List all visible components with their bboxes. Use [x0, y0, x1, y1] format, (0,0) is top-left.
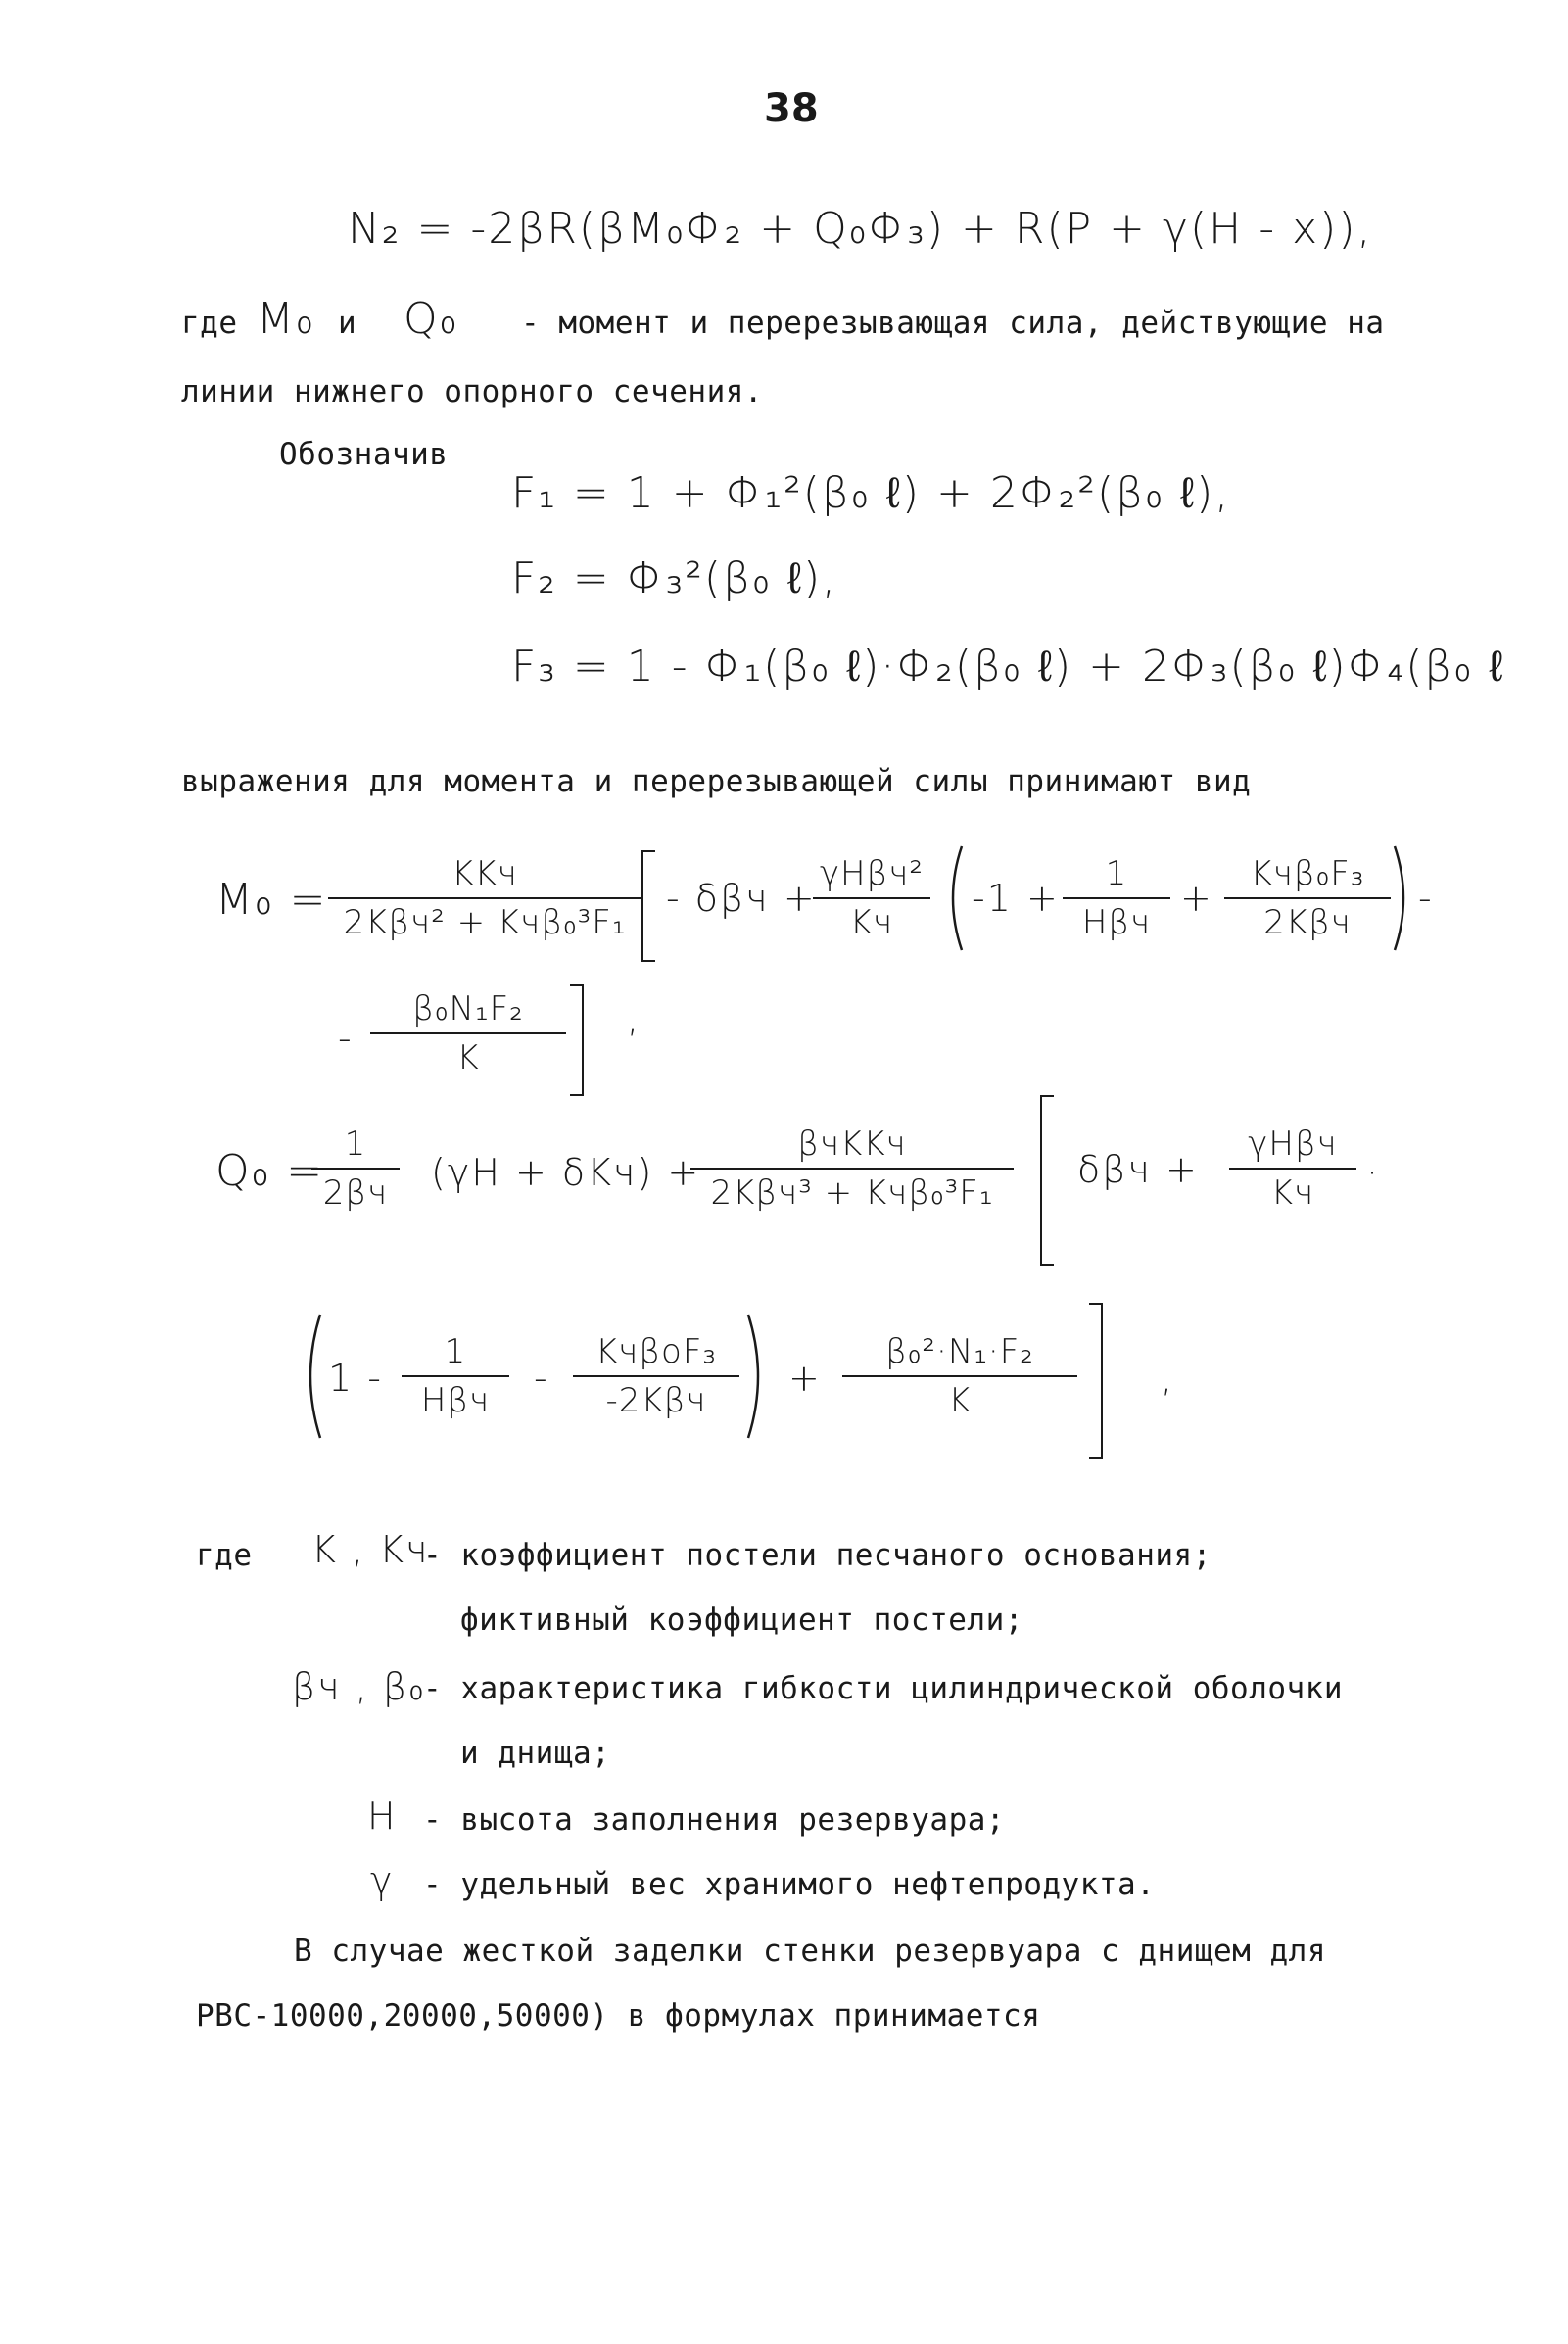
q0-f1-den: 2βч: [322, 1173, 389, 1213]
q0-f2-den: 2Kβч³ + Kчβ₀³F₁: [710, 1173, 994, 1213]
m0-f4-den: 2Kβч: [1263, 903, 1352, 942]
legend-beta-desc: - характеристика гибкости цилиндрической оболочки: [423, 1671, 1344, 1706]
q0-f2-num: βчKKч: [797, 1124, 907, 1164]
page-number: 38: [764, 86, 819, 131]
fraction-bar: [402, 1375, 509, 1377]
and-word: и: [338, 306, 357, 341]
legend-k-desc-cont: фиктивный коэффициент постели;: [460, 1603, 1023, 1638]
m0-close-paren: [1391, 844, 1414, 952]
m0-fraction-4: [1224, 854, 1391, 942]
fraction-bar: [1063, 897, 1170, 899]
m0-f3-num: 1: [1105, 854, 1128, 893]
q0-f6-num: β₀²·N₁·F₂: [885, 1332, 1034, 1371]
m0-fraction-5: [370, 989, 566, 1077]
m0-left-bracket: [641, 850, 655, 962]
legend-h-symbol: H: [367, 1794, 398, 1838]
m0-term-1: - δβч +: [666, 877, 817, 920]
q0-line2-one: 1 -: [328, 1357, 383, 1400]
where-label: где: [181, 306, 238, 341]
legend-gamma-symbol: γ: [370, 1859, 395, 1902]
m0-open-paren: [942, 844, 966, 952]
formula-f2: F₂ = Φ₃²(β₀ ℓ),: [511, 553, 838, 603]
m0-term-2: -1 +: [972, 877, 1060, 920]
denoting-label: Обозначив: [279, 437, 449, 472]
m0-term-4: -: [1418, 877, 1434, 920]
m0-f1-num: KKч: [451, 854, 518, 893]
m0-f2-num: γHβч²: [819, 854, 925, 893]
m0-q0-description-cont: линии нижнего опорного сечения.: [181, 374, 764, 409]
q0-f6-den: K: [948, 1381, 972, 1420]
legend-k-symbol: K , Kч: [311, 1528, 430, 1571]
q0-f3-den: Kч: [1270, 1173, 1315, 1213]
legend-k-desc: - коэффициент постели песчаного основания;: [423, 1538, 1212, 1573]
q0-fraction-5: [573, 1332, 739, 1420]
m0-f2-den: Kч: [849, 903, 894, 942]
m0-fraction-1: [328, 854, 641, 942]
m0-f3-den: Hβч: [1081, 903, 1152, 942]
q0-fraction-3: [1229, 1124, 1356, 1213]
formula-f3: F₃ = 1 - Φ₁(β₀ ℓ)·Φ₂(β₀ ℓ) + 2Φ₃(β₀ ℓ)Φ₄(β₀ ℓ: [511, 642, 1505, 692]
q0-left-bracket: [1040, 1095, 1054, 1266]
fraction-bar: [813, 897, 930, 899]
q0-f4-num: 1: [444, 1332, 467, 1371]
closing-line-1: В случае жесткой заделки стенки резервуара с днищем для: [294, 1934, 1326, 1969]
q0-dot: ·: [1366, 1151, 1381, 1194]
legend-beta-symbol: βч , β₀: [292, 1665, 426, 1708]
m0-f5-num: β₀N₁F₂: [412, 989, 524, 1028]
q0-close-paren: [744, 1313, 770, 1440]
q0-f5-num: KчβоF₃: [594, 1332, 718, 1371]
legend-where-label: где: [196, 1538, 253, 1573]
q0-fraction-4: [402, 1332, 509, 1420]
m0-fraction-3: [1063, 854, 1170, 942]
legend-beta-desc-cont: и днища;: [460, 1736, 611, 1771]
q0-f4-den: Hβч: [420, 1381, 491, 1420]
m0-fraction-2: [813, 854, 930, 942]
fraction-bar: [690, 1168, 1014, 1170]
q0-fraction-2: [690, 1124, 1014, 1213]
legend-gamma-desc: - удельный вес хранимого нефтепродукта.: [423, 1867, 1156, 1902]
q0-comma: ,: [1161, 1357, 1175, 1400]
q0-lhs: Q₀ =: [215, 1146, 325, 1196]
fraction-bar: [328, 897, 641, 899]
q0-term-1: (γH + δKч) +: [431, 1151, 701, 1194]
expressions-intro: выражения для момента и перерезывающей силы принимают вид: [181, 764, 1252, 799]
fraction-bar: [573, 1375, 739, 1377]
fraction-bar: [842, 1375, 1077, 1377]
symbol-q0: Q₀: [404, 294, 459, 344]
fraction-bar: [1224, 897, 1391, 899]
m0-q0-description: - момент и перерезывающая сила, действующие на: [521, 306, 1385, 341]
q0-line2-minus: -: [534, 1357, 549, 1400]
m0-f1-den: 2Kβч² + Kчβ₀³F₁: [343, 903, 627, 942]
m0-right-bracket: [570, 984, 584, 1096]
m0-term-3: +: [1180, 877, 1213, 920]
q0-right-bracket: [1089, 1303, 1103, 1459]
q0-f3-num: γHβч: [1248, 1124, 1338, 1164]
m0-f4-num: Kчβ₀F₃: [1250, 854, 1365, 893]
q0-open-paren: [299, 1313, 324, 1440]
q0-f5-den: -2Kβч: [605, 1381, 707, 1420]
fraction-bar: [311, 1168, 400, 1170]
symbol-m0: M₀: [257, 294, 315, 344]
m0-f5-den: K: [456, 1038, 480, 1077]
m0-line2-minus: -: [338, 1017, 354, 1060]
m0-lhs: M₀ =: [215, 875, 328, 925]
closing-line-2: РВС-10000,20000,50000) в формулах принимается: [196, 1998, 1041, 2033]
q0-line2-plus: +: [788, 1357, 822, 1400]
formula-f1: F₁ = 1 + Φ₁²(β₀ ℓ) + 2Φ₂²(β₀ ℓ),: [511, 468, 1231, 518]
formula-n2: N₂ = -2βR(βM₀Φ₂ + Q₀Φ₃) + R(P + γ(H - x)),: [348, 204, 1373, 254]
legend-h-desc: - высота заполнения резервуара;: [423, 1802, 1006, 1838]
q0-term-2: δβч +: [1077, 1148, 1199, 1191]
q0-fraction-6: [842, 1332, 1077, 1420]
fraction-bar: [370, 1032, 566, 1034]
fraction-bar: [1229, 1168, 1356, 1170]
q0-f1-num: 1: [344, 1124, 367, 1164]
m0-comma: ,: [627, 997, 641, 1040]
q0-fraction-1: [311, 1124, 400, 1213]
